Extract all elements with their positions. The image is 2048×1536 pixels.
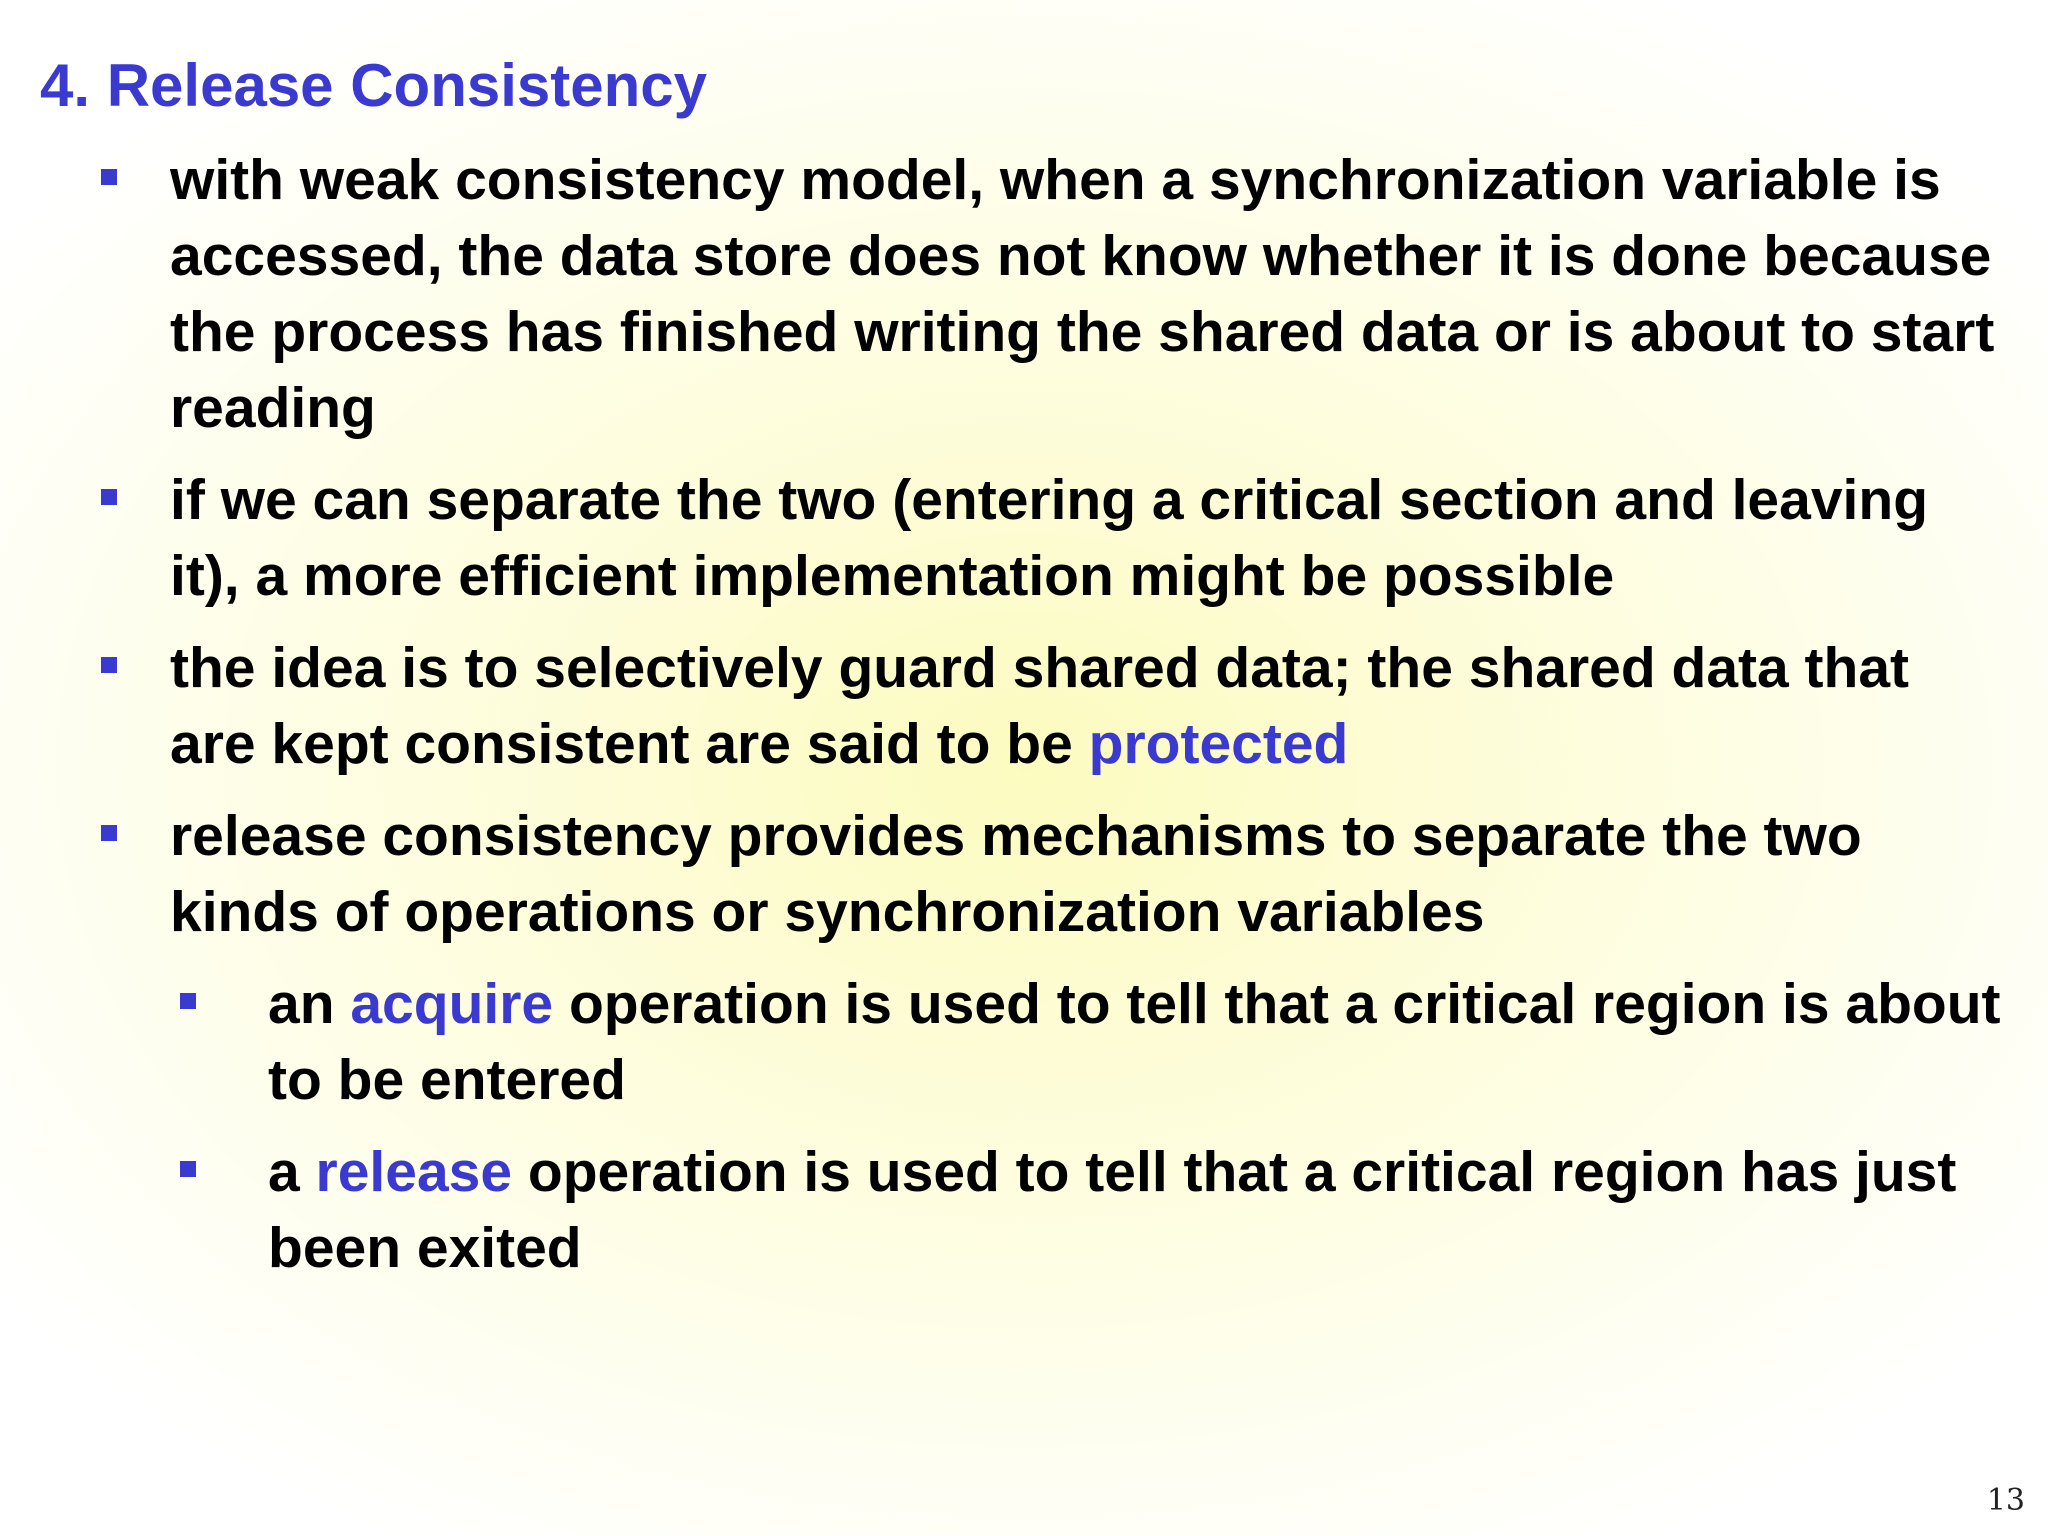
square-bullet-icon <box>180 993 196 1009</box>
bullet-text: with weak consistency model, when a synchronization variable is accessed, the data store does not know whether it is done because the process has finished writing the shared data or is about to start reading <box>170 148 1995 440</box>
bullet-item-separate-two <box>0 462 2010 614</box>
term-release: release <box>315 1140 513 1204</box>
bullet-text-before: a <box>268 1140 316 1204</box>
slide-title: 4. Release Consistency <box>40 52 708 119</box>
sub-bullet-item-acquire <box>0 966 2010 1118</box>
bullet-item-guard-shared-data <box>0 630 2010 782</box>
bullet-text: the idea is to selectively guard shared data; the shared data that are kept consistent are said to be <box>170 636 1910 776</box>
term-acquire: acquire <box>350 972 554 1036</box>
square-bullet-icon <box>101 169 117 185</box>
sub-bullet-item-release <box>0 1134 2010 1286</box>
bullet-text-after: operation is used to tell that a critical region has just been exited <box>268 1140 1957 1280</box>
bullet-text: release consistency provides mechanisms to separate the two kinds of operations or synchronization variables <box>170 804 1862 944</box>
bullet-text-before: an <box>268 972 351 1036</box>
bullet-item-release-consistency <box>0 798 2010 950</box>
square-bullet-icon <box>180 1161 196 1177</box>
bullet-text-after: operation is used to tell that a critical region is about to be entered <box>268 972 2001 1112</box>
bullet-text: if we can separate the two (entering a critical section and leaving it), a more efficient implementation might be possible <box>170 468 1929 608</box>
bullet-list <box>0 142 2048 1302</box>
page-number: 13 <box>1986 1483 2025 1518</box>
term-protected: protected <box>1088 712 1349 776</box>
square-bullet-icon <box>101 657 117 673</box>
bullet-item-weak-consistency <box>0 142 2010 446</box>
square-bullet-icon <box>101 825 117 841</box>
square-bullet-icon <box>101 489 117 505</box>
